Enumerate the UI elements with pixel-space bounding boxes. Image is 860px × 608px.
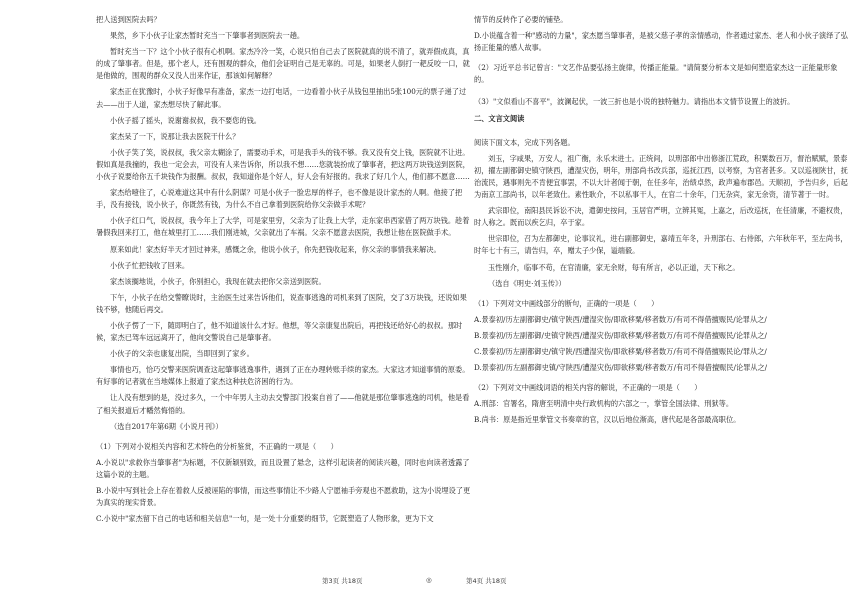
paragraph: 小伙子摇了摇头，说谢谢叔叔，我不要您的钱。 (110, 115, 261, 125)
instruction: 阅读下面文本，完成下列各题。 (474, 137, 575, 147)
right-column (474, 14, 850, 430)
option-b: B.尚书：原是指近里掌管文书奏章的官，汉以后地位渐高，唐代起是各部最高职位。 (474, 415, 741, 425)
section-heading: 二、文言文阅读 (474, 113, 525, 123)
paragraph: 事情也巧，恰巧交警来医院调查这起肇事逃逸事件，遇到了正在办理转账手续的家杰。大家这才知道事情的原委。有好事的记者就在当地媒体上报道了家杰这种扶危济困的行为。 (96, 365, 470, 387)
passage-paragraph: 玉性刚介，临事不苟，在官清廉，家无余财，每有所言，必以正道，天下称之。 (488, 262, 740, 272)
option-c: C.小说中"家杰留下自己的电话和相关信息"一句，是一处十分重要的细节，它既塑造了人物形象，更为下文 (96, 514, 434, 524)
paragraph: 家杰给噎住了，心说难道这其中有什么阴谋？可是小伙子一脸忠厚的样子，也不像是设计家杰的人啊。他接了把手，没有接钱，说小伙子，你既然有钱，为什么不自己拿着到医院给你父亲做手术呢？ (96, 188, 463, 210)
question-stem: （3）"文似看山不喜平"，波澜起伏，一波三折也是小说的独特魅力。请指出本文情节设置上的波折。 (474, 97, 795, 107)
option-b: B.小说中写到社会上存在着救人反被诬陷的事情，而这些事情让不少路人宁愿袖手旁观也不愿救助，这为小说埋设了更为真实的现实背景。 (96, 486, 471, 508)
paragraph: 家杰正在犹豫时，小伙子好像早有准备，家杰一边打电话，一边看着小伙子从钱包里抽出5张100元的票子递了过去——出于人道，家杰想尽快了解此事。 (96, 87, 467, 109)
paragraph: 小伙子笑了笑，说叔叔，我父亲太糊涂了，需要动手术，可是我手头的钱不够。我又没有交上钱，医院就不让进。假如真是我撞的，我也一定会去，可没有人来告诉你，所以我不想……您就装扮成了肇事者，把这两万块钱送到医院，小伙子说要给你五千块钱作为报酬。叔叔，我知道你是个好人，好人会有好报的。我求了好几个人，他们都不愿意…… (96, 147, 470, 182)
question-stem: （1）下列对小说相关内容和艺术特色的分析鉴赏，不正确的一项是（ ） (96, 441, 338, 451)
paragraph: 家杰该搁地说，小伙子，你别担心，我现在就去把你父亲送到医院。 (110, 276, 326, 286)
paragraph: 小伙子忙把钱收了回来。 (110, 260, 190, 270)
source-citation: （选自2017年第6期《小说月刊》） (110, 421, 223, 431)
option-b: B.景泰初/历左副都御/史镇守陕西/遭湿灾伤/即欲移粟/移者数万/有司不得借擅赈民/论罪从之/ (474, 330, 767, 340)
passage-paragraph: 武宗即位，南阳县民诉讼不决，遣御史按问，玉居官严明，立辨其冤，上嘉之，后改巡抚，在任清廉，不避权贵，时人称之。既而以疾乞归，卒于家。 (474, 206, 848, 228)
paragraph: 原来如此！家杰好半天才回过神来，感慨之余，他说小伙子，你先把钱收起来，你父亲的事情我来解决。 (110, 244, 441, 254)
option-a: A.刑部：官署名，隋唐至明清中央行政机构的六部之一，掌管全国法律、刑狱等。 (474, 399, 734, 409)
option-d: D.景泰初/历左副都御史镇/守陕西/遭湿灾伤/即欲移粟/移者数万/有司不得借擅赈民/论罪从之/ (474, 363, 768, 373)
passage-paragraph: 刘玉，字咸果，万安人，祖广衡，永乐末进士。正统间，以刑部郎中出修浙江荒政，积粟数百万，督治赋赋，景泰初，擢左副都御史镇守陕西，遭湿灾伤，明年，刑部尚书改兵部，巡抚江西，以考察，为官者甚多。又以巡视陕甘，抚治流民，遇事则先不肯便宜事罢，不以大计者闻于朝，在任多年，治绩卓然，政声遍布郡邑。天顺初，予告归乡，后起为南京工部尚书，以年老致仕。素性耿介，不以私事干人，在官二十余年，门无杂宾，家无余资，清节著于一时。 (474, 153, 848, 200)
option-a: A.小说以"求救你当肇事者"为标题，不仅新颖别致，而且设置了悬念，这样引起读者的阅读兴趣，同时也向读者透露了这篇小说的主题。 (96, 457, 470, 479)
passage-paragraph: 世宗即位，召为左都御史，论事议礼，进右副都御史，嘉靖五年冬，升刑部右、右侍郎，六年秋年平，至左尚书，时年七十有三，请告归，卒，赠太子少保，谥端毅。 (474, 234, 848, 256)
paragraph: 让人没有想到的是，没过多久，一个中年男人主动去交警部门投案自首了——他就是那位肇事逃逸的司机，他是看了相关报道后才幡然悔悟的。 (96, 393, 470, 415)
option-a: A.景泰初/历左副都御史/镇守陕西/遭湿灾伤/即欲移粟/移者数万/有司不得借擅赈民/论罪从之/ (474, 314, 767, 324)
footer-separator: ◎ (426, 576, 432, 584)
source-citation: （选自《明史·刘玉传》） (488, 278, 566, 288)
paragraph: 果然，乡下小伙子让家杰暂时充当一下肇事者到医院去一趟。 (110, 31, 305, 41)
question-stem: （1）下列对文中画线部分的断句，正确的一项是（ ） (474, 298, 659, 308)
option-c: C.景泰初/历左副都御史/镇守陕/西遭湿灾伤/即欲移粟/移者数万/有司不得借擅赈民论/罪从之/ (474, 346, 767, 356)
page-number-right: 第4页 共18页 (466, 577, 507, 585)
paragraph: 暂时充当一下？这个小伙子很有心机啊。家杰冷冷一笑，心说只怕自己去了医院就真的说不清了，就弄假成真，真的成了肇事者。但是，那个老人，还有围观的群众，他们会证明自己是无辜的。可是，如果老人倒打一耙反咬一口，就是他做的，围观的群众又没人出来作证，那该如何解释？ (96, 47, 470, 81)
question-stem: （2）下列对文中画线词语的相关内容的解说，不正确的一项是（ ） (474, 383, 702, 393)
question-stem: （2）习近平总书记曾言："文艺作品要弘扬主旋律，传播正能量。"请简要分析本文是如何塑造家杰这一正能量形象的。 (474, 63, 838, 85)
paragraph: 小伙子红口气，说叔叔，我今年上了大学，可是家里穷，父亲为了让我上大学，走东家串西家借了两万块钱。趁着暑假我回来打工，他在城里打工……我们刚进城，父亲就出了车祸。父亲不愿意去医院，我想让他在医院做手术。 (96, 216, 470, 238)
option-d: D.小说蕴含着一种"感动的力量"，家杰愿当肇事者，是被父慈子孝的亲情感动，作者通过家杰、老人和小伙子演绎了弘扬正能量的感人故事。 (474, 31, 848, 53)
left-column (96, 14, 472, 529)
page-number-left: 第3页 共18页 (322, 577, 363, 585)
paragraph: 情节的反转作了必要的铺垫。 (474, 15, 568, 24)
paragraph: 小伙子的父亲也康复出院，当即回到了家乡。 (110, 349, 254, 359)
paragraph: 下午，小伙子在给交警瞭说时，主治医生过来告诉他们，说查事逃逸的司机来到了医院，交了3万块钱，还说如果钱不够，他随后再交。 (96, 292, 467, 314)
paragraph: 家杰呆了一下，说那让我去医院干什么？ (110, 131, 240, 141)
paragraph: 把人送到医院去吗？ (96, 15, 161, 24)
paragraph: 小伙子愣了一下，随即明白了，他不知道该什么才好。他想，等父亲康复出院后，再把钱还给好心的叔叔。那时候，家杰已驾车远远离开了，他向交警说自己是肇事者。 (96, 320, 463, 343)
